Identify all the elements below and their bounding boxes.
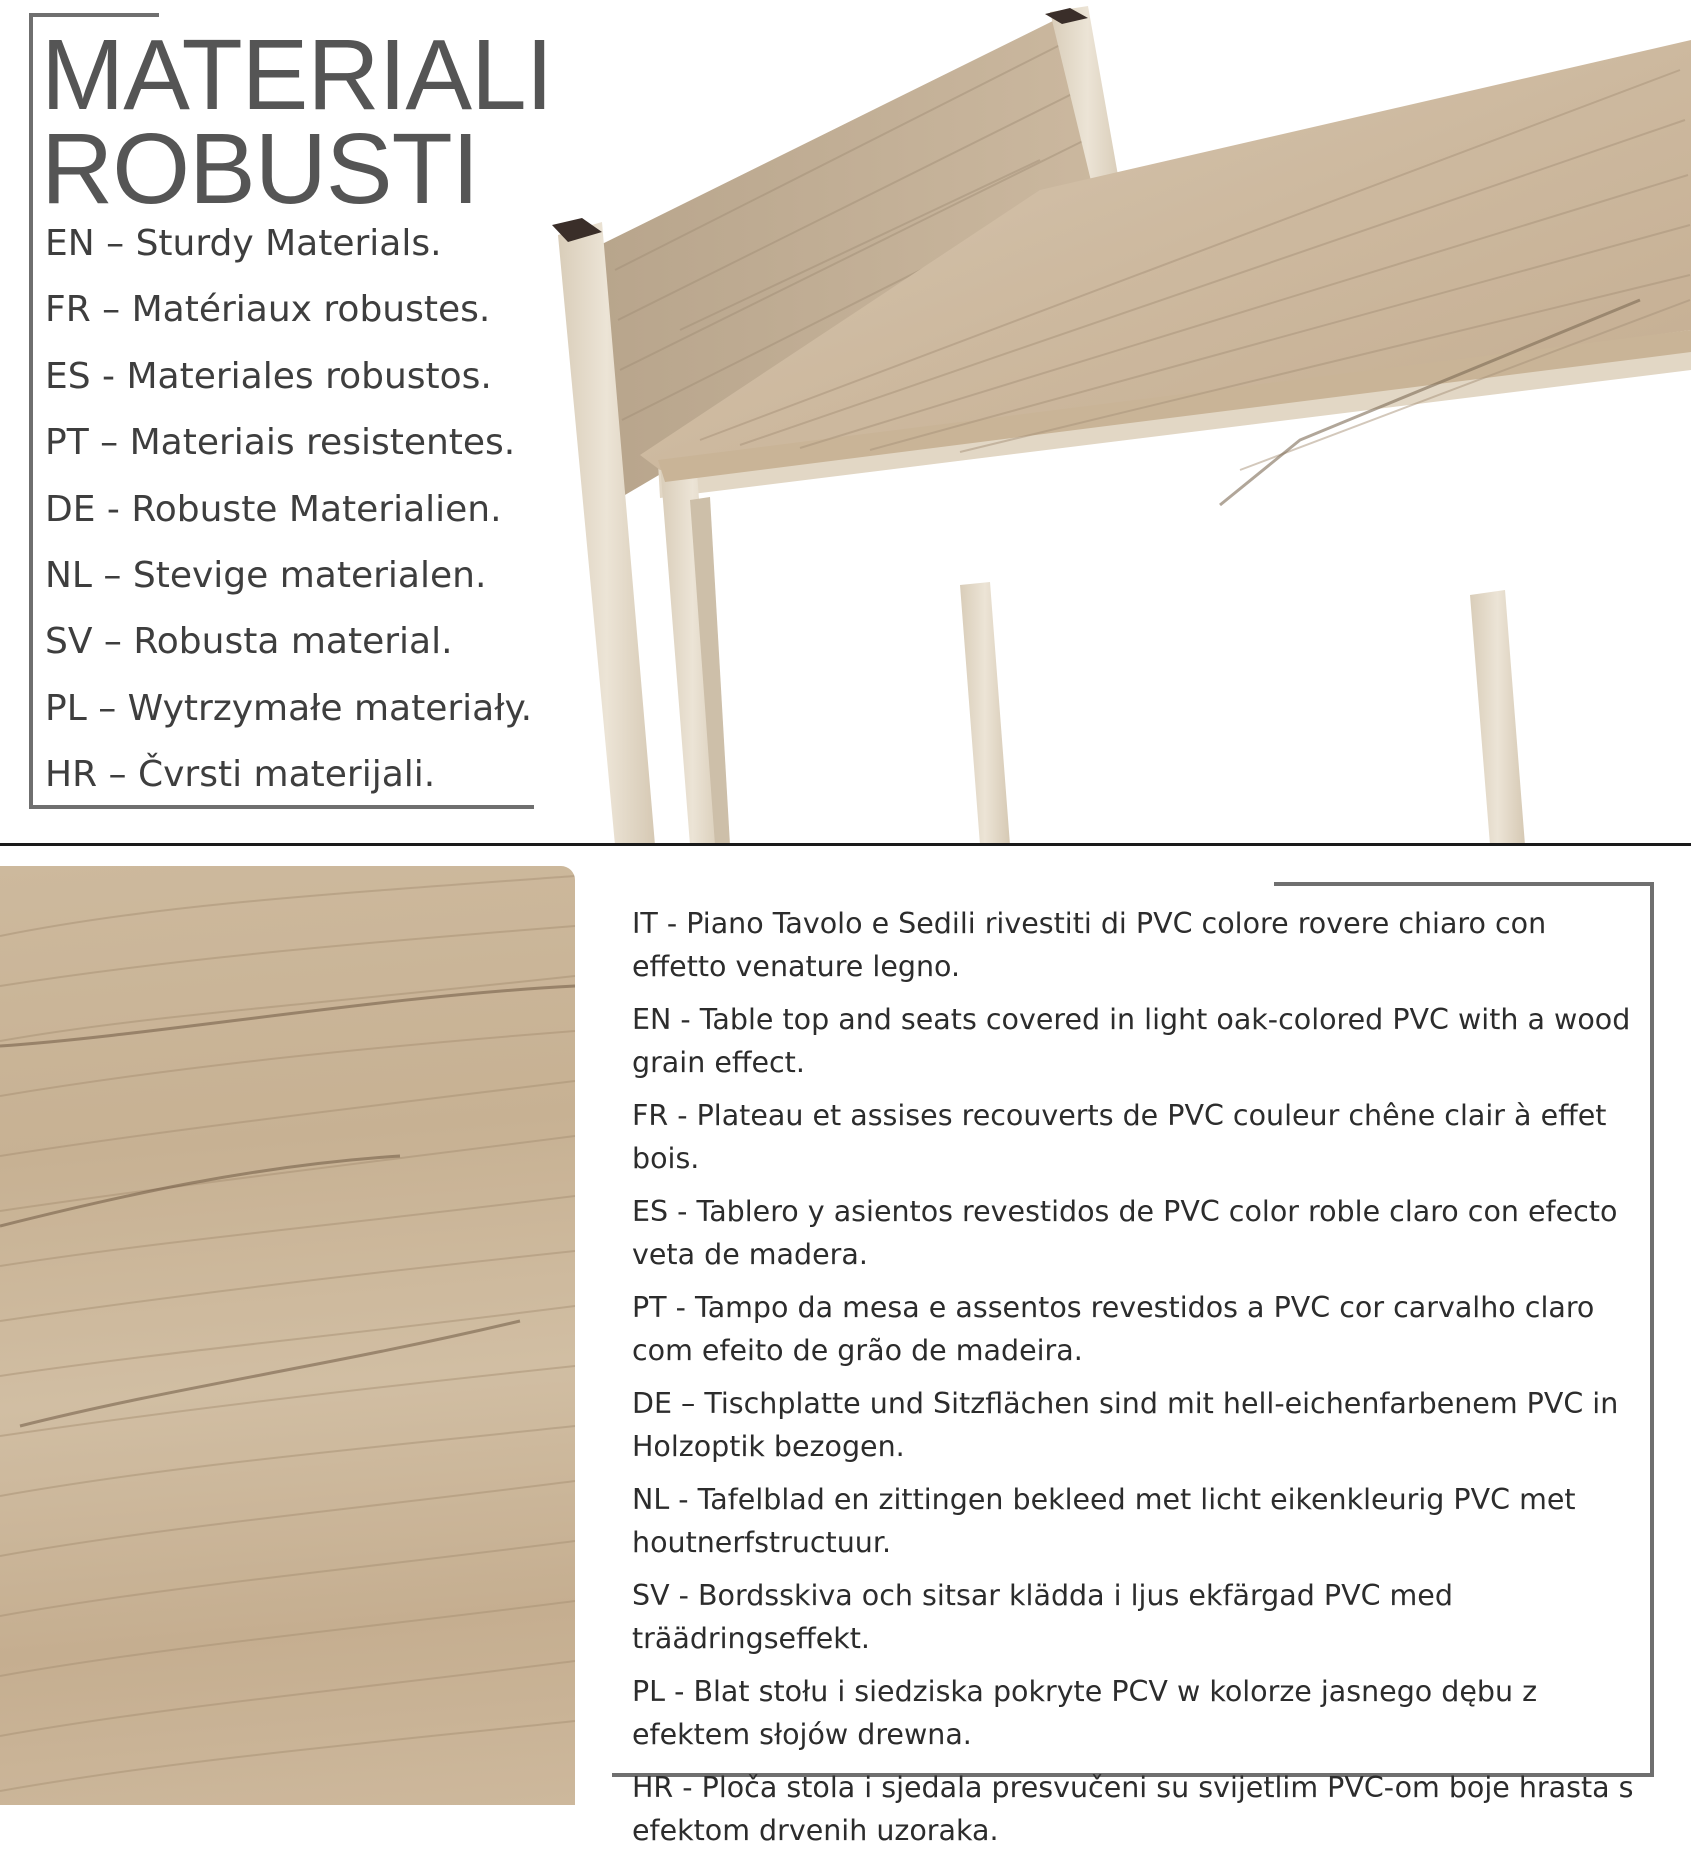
- translation-item: PL – Wytrzymałe materiały.: [45, 687, 533, 729]
- translation-list: [45, 211, 532, 809]
- description-item: SV - Bordsskiva och sitsar klädda i ljus ekfärgad PVC med träädringseffekt.: [632, 1579, 1453, 1655]
- frame-line: [1274, 882, 1654, 886]
- description-box: [612, 882, 1654, 1847]
- translation-item: HR – Čvrsti materijali.: [45, 754, 436, 796]
- headline-line-1: MATERIALI: [41, 19, 553, 131]
- frame-line: [29, 13, 159, 17]
- wood-texture-sample: [0, 866, 575, 1805]
- description-item: FR - Plateau et assises recouverts de PVC couleur chêne clair à effet bois.: [632, 1099, 1607, 1175]
- description-item: NL - Tafelblad en zittingen bekleed met licht eikenkleurig PVC met houtnerfstructuur.: [632, 1483, 1576, 1559]
- description-item: PT - Tampo da mesa e assentos revestidos a PVC cor carvalho claro com efeito de grão de madeira.: [632, 1291, 1595, 1367]
- translation-item: EN – Sturdy Materials.: [45, 223, 442, 264]
- table-chair-photo: [540, 0, 1691, 845]
- frame-line: [1650, 882, 1654, 1777]
- description-item: PL - Blat stołu i siedziska pokryte PCV w kolorze jasnego dębu z efektem słojów drewna.: [632, 1675, 1538, 1751]
- translation-item: NL – Stevige materialen.: [45, 554, 487, 596]
- description-item: ES - Tablero y asientos revestidos de PVC color roble claro con efecto veta de madera.: [632, 1195, 1618, 1271]
- description-list: [632, 902, 1642, 1862]
- translation-item: FR – Matériaux robustes.: [45, 289, 491, 331]
- translation-item: DE - Robuste Materialien.: [45, 488, 502, 530]
- frame-line: [29, 13, 33, 808]
- translation-item: SV – Robusta material.: [45, 621, 453, 663]
- bottom-section: [0, 846, 1691, 1847]
- description-item: DE – Tischplatte und Sitzflächen sind mit hell-eichenfarbenem PVC in Holzoptik bezogen.: [632, 1387, 1619, 1463]
- translation-item: ES - Materiales robustos.: [45, 355, 492, 397]
- description-item: IT - Piano Tavolo e Sedili rivestiti di PVC colore rovere chiaro con effetto venature legno.: [632, 907, 1547, 983]
- translation-item: PT – Materiais resistentes.: [45, 422, 516, 464]
- headline-line-2: ROBUSTI: [41, 113, 479, 225]
- description-item: EN - Table top and seats covered in light oak-colored PVC with a wood grain effect.: [632, 1003, 1631, 1079]
- top-section: [0, 0, 1691, 845]
- description-item: HR - Ploča stola i sjedala presvučeni su svijetlim PVC-om boje hrasta s efektom drvenih uzoraka.: [632, 1771, 1634, 1847]
- title-box: [29, 13, 553, 808]
- headline: [41, 19, 553, 225]
